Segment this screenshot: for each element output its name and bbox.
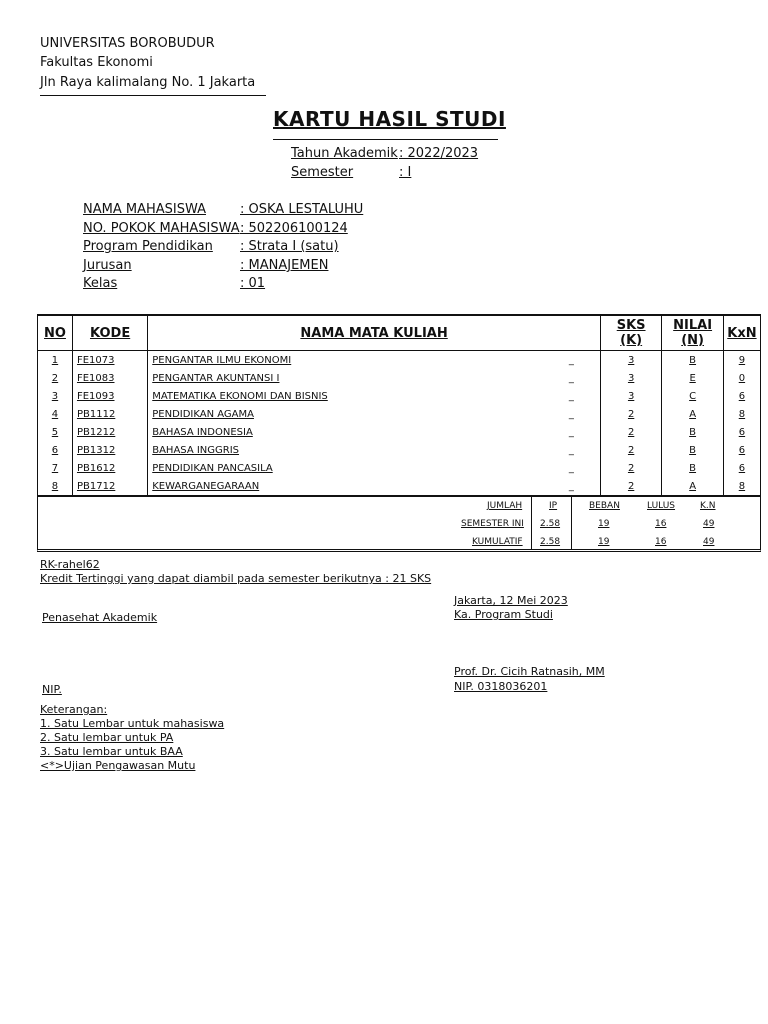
student-name-value: : OSKA LESTALUHU (240, 202, 364, 217)
major-label: Jurusan (83, 258, 132, 273)
row-kode: PB1212 (72, 423, 147, 441)
student-number-label: NO. POKOK MAHASISWA (83, 221, 240, 236)
row-kxn: 6 (723, 441, 760, 459)
document-title: KARTU HASIL STUDI (273, 107, 506, 131)
row-sks: 3 (600, 351, 661, 370)
row-no: 7 (38, 459, 73, 477)
row-kode: FE1093 (72, 387, 147, 405)
row-kode: FE1073 (72, 351, 147, 370)
row-course-label: KEWARGANEGARAAN (152, 480, 260, 492)
header-nilai (662, 315, 723, 351)
header-sks (600, 315, 661, 351)
header-kode: KODE (72, 315, 147, 351)
row-kxn: 8 (723, 477, 760, 496)
row-dash: _ (568, 408, 574, 420)
row-course-name (148, 423, 601, 441)
program-label: Program Pendidikan (83, 239, 213, 254)
document-code: RK-rahel62 (40, 558, 100, 571)
row-nilai: A (662, 405, 723, 423)
row-sks: 2 (600, 459, 661, 477)
semester-value: : I (399, 165, 412, 180)
row-dash: _ (568, 444, 574, 456)
keterangan-item: 1. Satu Lembar untuk mahasiswa (40, 717, 225, 730)
place-date: Jakarta, 12 Mei 2023 (454, 594, 568, 607)
academic-year-value: : 2022/2023 (399, 146, 479, 161)
row-sks: 3 (600, 387, 661, 405)
class-value: : 01 (240, 276, 266, 291)
table-row (38, 405, 761, 423)
row-sks: 2 (600, 405, 661, 423)
summary-semester-ip: 2.58 (540, 519, 561, 529)
student-number-value: : 502206100124 (240, 221, 348, 236)
row-sks: 2 (600, 441, 661, 459)
row-dash: _ (568, 480, 574, 492)
keterangan-item: <*>Ujian Pengawasan Mutu (40, 759, 196, 772)
row-kode: FE1083 (72, 369, 147, 387)
keterangan-item: 3. Satu lembar untuk BAA (40, 745, 183, 758)
grade-table (37, 314, 761, 496)
row-no: 8 (38, 477, 73, 496)
row-nilai: B (662, 423, 723, 441)
class-label: Kelas (83, 276, 118, 291)
row-kxn: 0 (723, 369, 760, 387)
student-name-label: NAMA MAHASISWA (83, 202, 207, 217)
row-kode: PB1312 (72, 441, 147, 459)
row-dash: _ (568, 426, 574, 438)
row-no: 1 (38, 351, 73, 370)
row-sks: 2 (600, 477, 661, 496)
summary-kumulatif-lulus: 16 (655, 537, 667, 547)
row-dash: _ (568, 372, 574, 384)
university-address: Jln Raya kalimalang No. 1 Jakarta (40, 75, 256, 90)
row-no: 3 (38, 387, 73, 405)
row-no: 4 (38, 405, 73, 423)
advisor-title: Penasehat Akademik (42, 611, 158, 624)
row-kode: PB1612 (72, 459, 147, 477)
head-name: Prof. Dr. Cicih Ratnasih, MM (454, 665, 605, 678)
header-sks-bottom: (K) (620, 333, 643, 348)
row-course-label: PENGANTAR ILMU EKONOMI (152, 354, 292, 366)
summary-kumulatif-label: KUMULATIF (472, 537, 523, 547)
row-course-label: PENDIDIKAN PANCASILA (152, 462, 273, 474)
row-kode: PB1112 (72, 405, 147, 423)
row-course-name (148, 387, 601, 405)
table-row (38, 387, 761, 405)
row-course-name (148, 459, 601, 477)
row-course-label: MATEMATIKA EKONOMI DAN BISNIS (152, 390, 328, 402)
row-kxn: 6 (723, 423, 760, 441)
row-course-name (148, 405, 601, 423)
table-row (38, 369, 761, 387)
row-course-name (148, 441, 601, 459)
row-dash: _ (568, 390, 574, 402)
summary-divider (571, 497, 572, 549)
row-nilai: B (662, 441, 723, 459)
row-course-label: BAHASA INDONESIA (152, 426, 253, 438)
summary-semester-label: SEMESTER INI (461, 519, 524, 529)
header-nilai-bottom: (N) (681, 333, 704, 348)
summary-divider (531, 497, 532, 549)
row-course-label: PENGANTAR AKUNTANSI I (152, 372, 280, 384)
row-nilai: B (662, 459, 723, 477)
header-sks-top: SKS (616, 318, 646, 333)
row-nilai: B (662, 351, 723, 370)
row-course-label: PENDIDIKAN AGAMA (152, 408, 254, 420)
table-row (38, 477, 761, 496)
summary-kumulatif-kn: 49 (703, 537, 715, 547)
row-sks: 3 (600, 369, 661, 387)
advisor-nip: NIP. (42, 683, 62, 696)
row-kxn: 6 (723, 387, 760, 405)
semester-label: Semester (291, 165, 354, 180)
row-course-name (148, 351, 601, 370)
row-course-label: BAHASA INGGRIS (152, 444, 240, 456)
table-row (38, 423, 761, 441)
row-kxn: 6 (723, 459, 760, 477)
row-nilai: C (662, 387, 723, 405)
row-kode: PB1712 (72, 477, 147, 496)
row-no: 2 (38, 369, 73, 387)
summary-kumulatif-ip: 2.58 (540, 537, 561, 547)
row-sks: 2 (600, 423, 661, 441)
head-title: Ka. Program Studi (454, 608, 553, 621)
summary-kumulatif-beban: 19 (598, 537, 610, 547)
summary-jumlah-label: JUMLAH (487, 501, 523, 511)
header-kxn: KxN (723, 315, 760, 351)
keterangan-item: 2. Satu lembar untuk PA (40, 731, 174, 744)
row-kxn: 8 (723, 405, 760, 423)
university-name: UNIVERSITAS BOROBUDUR (40, 36, 215, 51)
keterangan-title: Keterangan: (40, 703, 108, 716)
row-no: 6 (38, 441, 73, 459)
summary-semester-beban: 19 (598, 519, 610, 529)
row-nilai: E (662, 369, 723, 387)
program-value: : Strata I (satu) (240, 239, 339, 254)
table-row (38, 459, 761, 477)
header-no: NO (38, 315, 73, 351)
academic-year-label: Tahun Akademik (291, 146, 398, 161)
summary-ip-header: IP (549, 501, 558, 511)
summary-kn-header: K.N (700, 501, 716, 511)
row-course-name (148, 369, 601, 387)
summary-semester-kn: 49 (703, 519, 715, 529)
credit-limit-note: Kredit Tertinggi yang dapat diambil pada semester berikutnya : 21 SKS (40, 572, 432, 585)
header-divider (40, 95, 266, 96)
major-value: : MANAJEMEN (240, 258, 329, 273)
table-row (38, 351, 761, 370)
summary-lulus-header: LULUS (647, 501, 676, 511)
header-course-name: NAMA MATA KULIAH (148, 315, 601, 351)
head-nip: NIP. 0318036201 (454, 680, 548, 693)
table-header-row (38, 315, 761, 351)
table-row (38, 441, 761, 459)
row-dash: _ (568, 462, 574, 474)
summary-semester-lulus: 16 (655, 519, 667, 529)
summary-beban-header: BEBAN (589, 501, 620, 511)
row-course-name (148, 477, 601, 496)
row-dash: _ (568, 354, 574, 366)
faculty-name: Fakultas Ekonomi (40, 55, 153, 70)
title-divider (273, 139, 498, 140)
row-no: 5 (38, 423, 73, 441)
header-nilai-top: NILAI (673, 318, 713, 333)
row-kxn: 9 (723, 351, 760, 370)
row-nilai: A (662, 477, 723, 496)
